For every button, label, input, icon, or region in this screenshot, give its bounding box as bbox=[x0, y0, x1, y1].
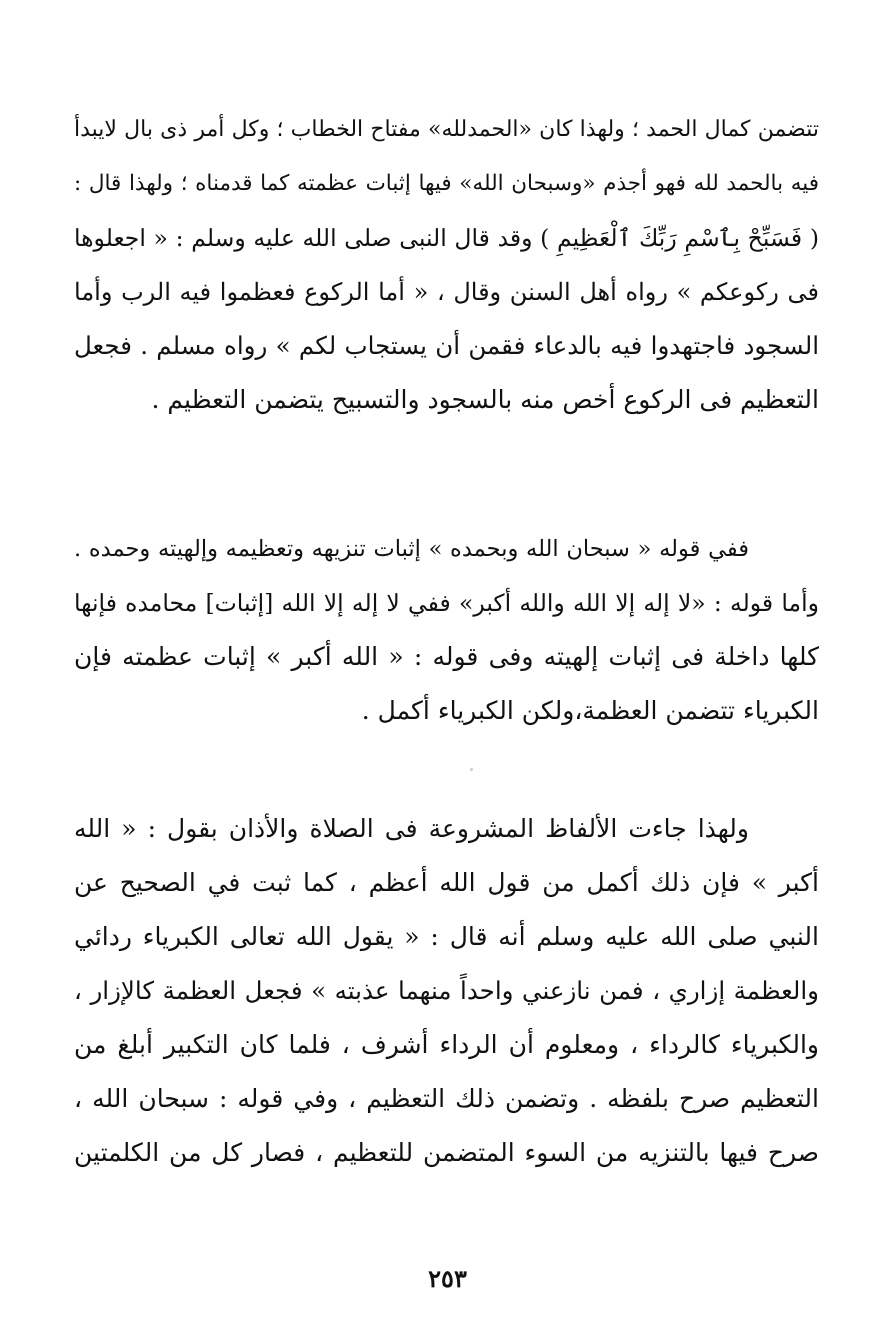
text-line: أكبر » فإن ذلك أكمل من قول الله أعظم ، كما ثبت في الصحيح عن bbox=[74, 868, 819, 897]
text-line: ولهذا جاءت الألفاظ المشروعة فى الصلاة والأذان بقول : « الله bbox=[74, 814, 749, 843]
paper-speck bbox=[470, 768, 473, 771]
text-line: والكبرياء كالرداء ، ومعلوم أن الرداء أشرف ، فلما كان التكبير أبلغ من bbox=[74, 1030, 819, 1059]
text-line: ففي قوله « سبحان الله وبحمده » إثبات تنزيهه وتعظيمه وإلهيته وحمده . bbox=[74, 536, 749, 562]
paragraph-3 bbox=[74, 802, 819, 1180]
text-line: تتضمن كمال الحمد ؛ ولهذا كان «الحمدلله» مفتاح الخطاب ؛ وكل أمر ذى بال لايبدأ bbox=[74, 117, 819, 142]
page-number: ٢٥٣ bbox=[428, 1264, 467, 1293]
text-line: السجود فاجتهدوا فيه بالدعاء فقمن أن يستجاب لكم » رواه مسلم . فجعل bbox=[74, 331, 819, 360]
text-line: وأما قوله : «لا إله إلا الله والله أكبر» ففي لا إله إلا الله [إثبات] محامده فإنها bbox=[74, 589, 819, 617]
text-line: الكبرياء تتضمن العظمة،ولكن الكبرياء أكمل . bbox=[361, 696, 819, 725]
text-line: التعظيم صرح بلفظه . وتضمن ذلك التعظيم ، وفي قوله : سبحان الله ، bbox=[74, 1084, 819, 1113]
text-line: فى ركوعكم » رواه أهل السنن وقال ، « أما الركوع فعظموا فيه الرب وأما bbox=[74, 278, 819, 306]
paragraph-1 bbox=[74, 103, 819, 427]
text-line: كلها داخلة فى إثبات إلهيته وفى قوله : « الله أكبر » إثبات عظمته فإن bbox=[74, 642, 819, 671]
quran-verse-line: ( فَسَبِّحْ بِٱسْمِ رَبِّكَ ٱلْعَظِيمِ ) وقد قال النبى صلى الله عليه وسلم : « اجعلوها bbox=[74, 224, 819, 252]
text-line: والعظمة إزاري ، فمن نازعني واحداً منهما عذبته » فجعل العظمة كالإزار ، bbox=[74, 976, 819, 1005]
text-line: صرح فيها بالتنزيه من السوء المتضمن للتعظيم ، فصار كل من الكلمتين bbox=[74, 1138, 819, 1167]
text-line: التعظيم فى الركوع أخص منه بالسجود والتسبيح يتضمن التعظيم . bbox=[151, 385, 819, 414]
text-line: فيه بالحمد لله فهو أجذم «وسبحان الله» فيها إثبات عظمته كما قدمناه ؛ ولهذا قال : bbox=[74, 171, 819, 196]
text-line: النبي صلى الله عليه وسلم أنه قال : « يقول الله تعالى الكبرياء ردائي bbox=[74, 922, 819, 951]
paragraph-2 bbox=[74, 522, 819, 738]
